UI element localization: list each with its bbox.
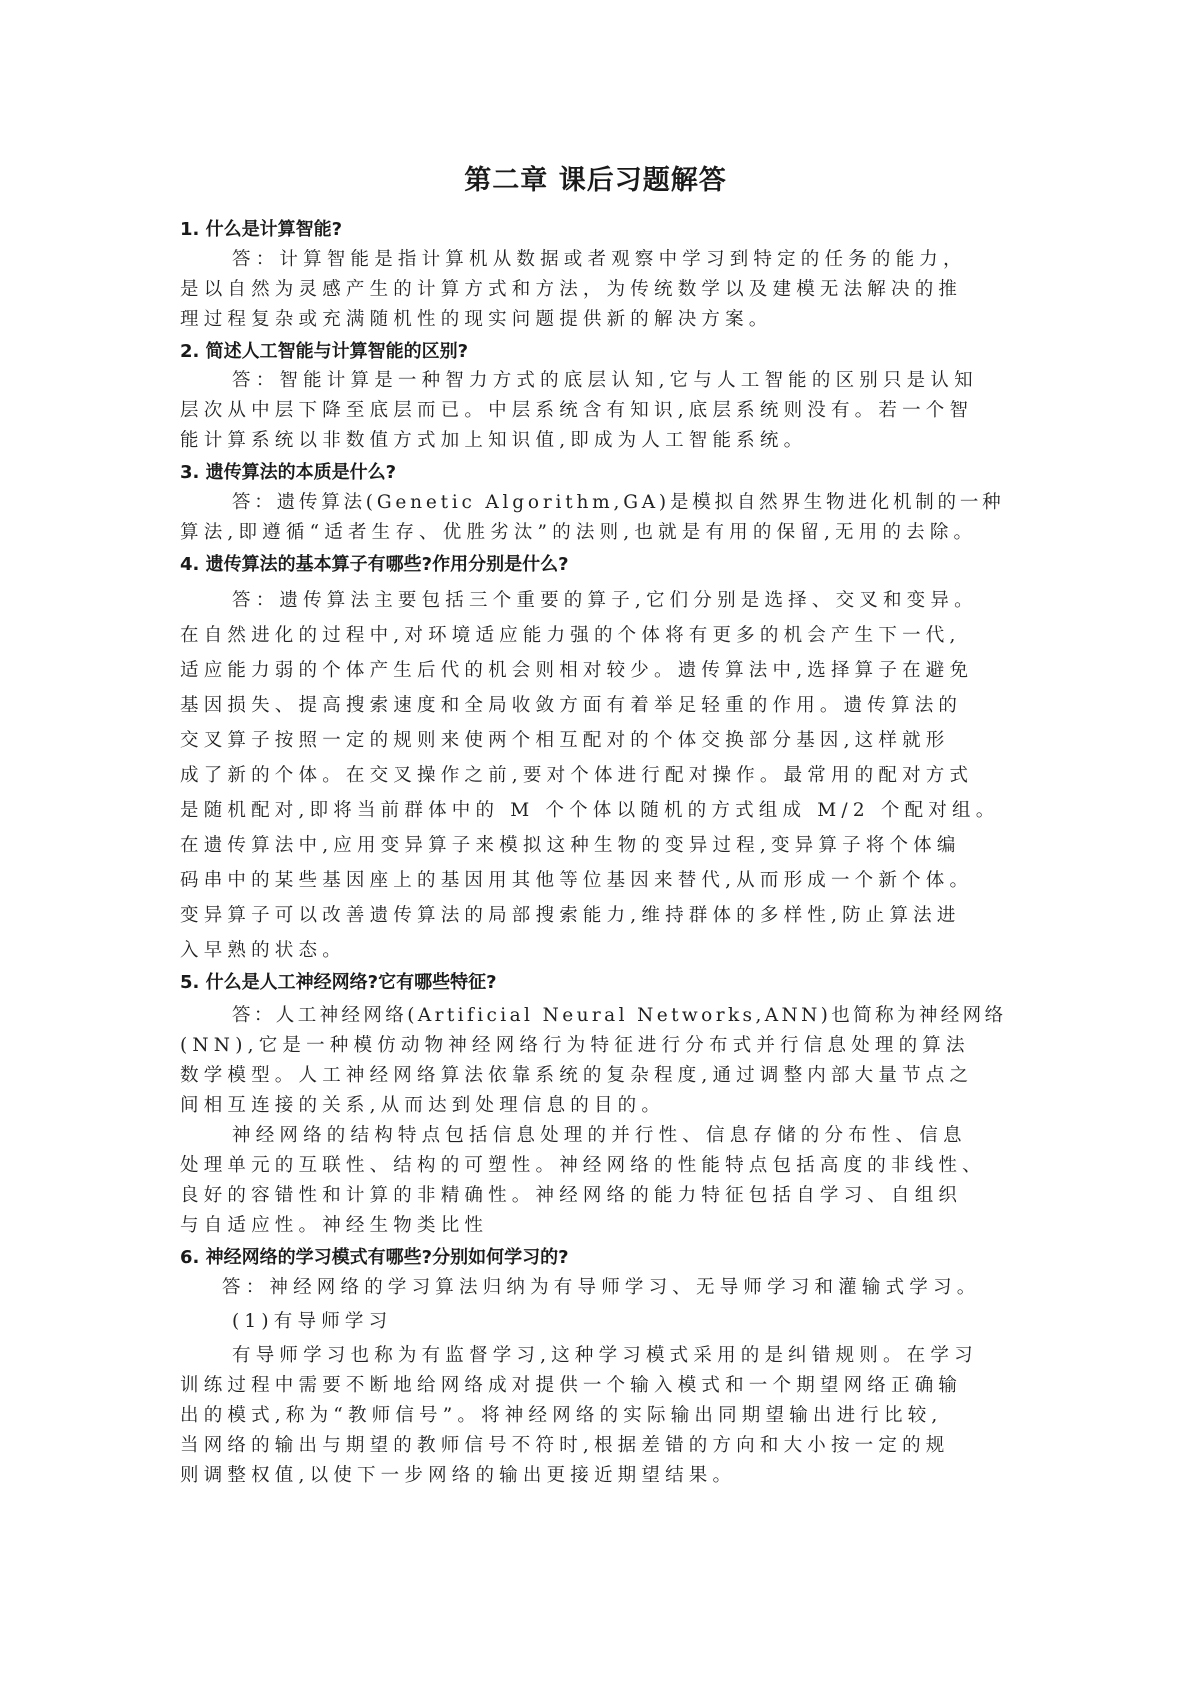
answer-4-line: 答：遗传算法主要包括三个重要的算子,它们分别是选择、交叉和变异。 xyxy=(232,590,978,611)
answer-1-line: 答：计算智能是指计算机从数据或者观察中学习到特定的任务的能力， xyxy=(232,249,967,270)
question-2-heading: 2. 简述人工智能与计算智能的区别? xyxy=(180,341,469,362)
question-6-heading: 6. 神经网络的学习模式有哪些?分别如何学习的? xyxy=(180,1247,569,1268)
answer-4-line: 入早熟的状态。 xyxy=(180,940,346,961)
answer-1-line: 是以自然为灵感产生的计算方式和方法，为传统数学以及建模无法解决的推 xyxy=(180,279,963,300)
answer-5-line: 答：人工神经网络(Artificial Neural Networks,ANN)也简称为神经网络 xyxy=(232,1005,1007,1026)
question-4-heading: 4. 遗传算法的基本算子有哪些?作用分别是什么? xyxy=(180,554,569,575)
answer-5-line: 处理单元的互联性、结构的可塑性。神经网络的性能特点包括高度的非线性、 xyxy=(180,1155,986,1176)
answer-3-line: 算法,即遵循“适者生存、优胜劣汰”的法则,也就是有用的保留,无用的去除。 xyxy=(180,522,978,543)
answer-4-line: 变异算子可以改善遗传算法的局部搜索能力,维持群体的多样性,防止算法进 xyxy=(180,905,961,926)
answer-4-line: 在遗传算法中,应用变异算子来模拟这种生物的变异过程,变异算子将个体编 xyxy=(180,835,961,856)
page-title: 第二章 课后习题解答 xyxy=(464,165,727,196)
answer-4-line: 是随机配对,即将当前群体中的 M 个个体以随机的方式组成 M/2 个配对组。 xyxy=(180,800,1000,821)
answer-6-line: 当网络的输出与期望的教师信号不符时,根据差错的方向和大小按一定的规 xyxy=(180,1435,950,1456)
answer-4-line: 基因损失、提高搜索速度和全局收敛方面有着举足轻重的作用。遗传算法的 xyxy=(180,695,963,716)
answer-2-line: 答：智能计算是一种智力方式的底层认知,它与人工智能的区别只是认知 xyxy=(232,370,978,391)
answer-2-line: 能计算系统以非数值方式加上知识值,即成为人工智能系统。 xyxy=(180,430,808,451)
question-5-heading: 5. 什么是人工神经网络?它有哪些特征? xyxy=(180,972,497,993)
question-3-heading: 3. 遗传算法的本质是什么? xyxy=(180,462,397,483)
answer-6-line: 出的模式,称为“教师信号”。将神经网络的实际输出同期望输出进行比较, xyxy=(180,1405,943,1426)
answer-5-line: 神经网络的结构特点包括信息处理的并行性、信息存储的分布性、信息 xyxy=(232,1125,967,1146)
answer-6-line: 有导师学习也称为有监督学习,这种学习模式采用的是纠错规则。在学习 xyxy=(232,1345,978,1366)
answer-3-line: 答：遗传算法(Genetic Algorithm,GA)是模拟自然界生物进化机制的一种 xyxy=(232,492,1005,513)
answer-1-line: 理过程复杂或充满随机性的现实问题提供新的解决方案。 xyxy=(180,309,773,330)
answer-4-line: 在自然进化的过程中,对环境适应能力强的个体将有更多的机会产生下一代, xyxy=(180,625,961,646)
answer-6-line: 则调整权值,以使下一步网络的输出更接近期望结果。 xyxy=(180,1465,737,1486)
answer-5-line: (NN),它是一种模仿动物神经网络行为特征进行分布式并行信息处理的算法 xyxy=(180,1035,970,1056)
answer-4-line: 交叉算子按照一定的规则来使两个相互配对的个体交换部分基因,这样就形 xyxy=(180,730,950,751)
answer-6-line: 答：神经网络的学习算法归纳为有导师学习、无导师学习和灌输式学习。 xyxy=(222,1277,981,1298)
answer-4-line: 适应能力弱的个体产生后代的机会则相对较少。遗传算法中,选择算子在避免 xyxy=(180,660,974,681)
answer-4-line: 成了新的个体。在交叉操作之前,要对个体进行配对操作。最常用的配对方式 xyxy=(180,765,974,786)
answer-5-line: 良好的容错性和计算的非精确性。神经网络的能力特征包括自学习、自组织 xyxy=(180,1185,963,1206)
answer-5-line: 与自适应性。神经生物类比性 xyxy=(180,1215,489,1236)
answer-6-line: 训练过程中需要不断地给网络成对提供一个输入模式和一个期望网络正确输 xyxy=(180,1375,963,1396)
answer-2-line: 层次从中层下降至底层而已。中层系统含有知识,底层系统则没有。若一个智 xyxy=(180,400,974,421)
answer-5-line: 数学模型。人工神经网络算法依靠系统的复杂程度,通过调整内部大量节点之 xyxy=(180,1065,974,1086)
question-1-heading: 1. 什么是计算智能? xyxy=(180,219,343,240)
answer-5-line: 间相互连接的关系,从而达到处理信息的目的。 xyxy=(180,1095,666,1116)
answer-6-subheading: (1)有导师学习 xyxy=(232,1311,393,1332)
answer-4-line: 码串中的某些基因座上的基因用其他等位基因来替代,从而形成一个新个体。 xyxy=(180,870,974,891)
